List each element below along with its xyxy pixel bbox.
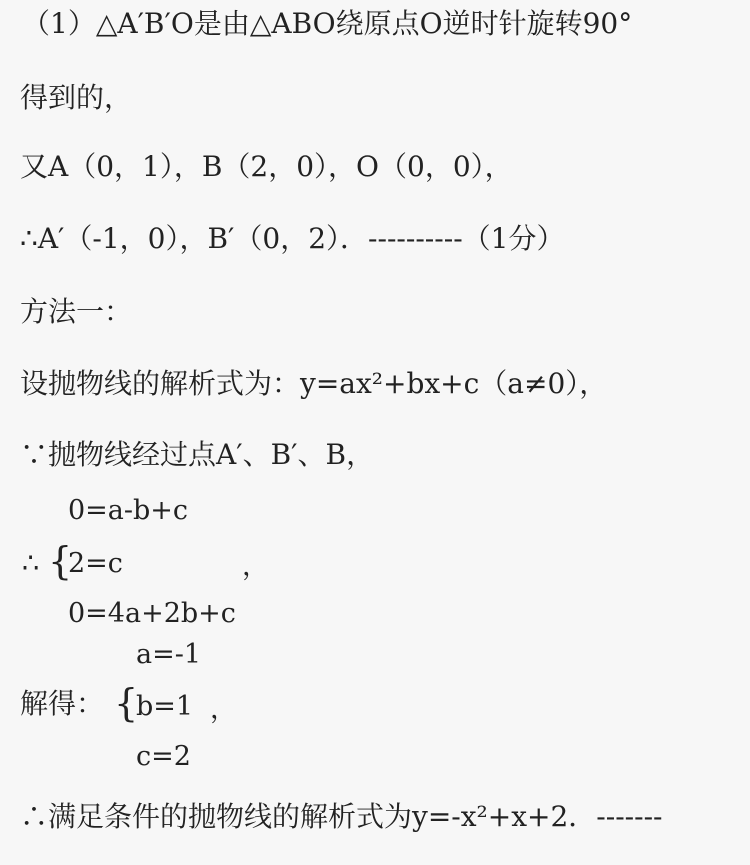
solution-line-5: 方法一：	[20, 295, 133, 328]
system2-comma: ，	[210, 694, 237, 725]
solution-line-7: ∵抛物线经过点A′、B′、B，	[20, 438, 375, 471]
solution-line-8: ∴满足条件的抛物线的解析式为y=-x²+x+2．-------	[20, 800, 663, 833]
solution-line-1: （1）△A′B′O是由△ABO绕原点O逆时针旋转90°	[22, 7, 633, 40]
system1-equation-2: 2=c	[68, 548, 123, 579]
therefore-symbol: ∴	[22, 548, 40, 579]
system2-equation-3: c=2	[136, 741, 191, 772]
solve-label: 解得：	[20, 687, 105, 720]
brace-icon: {	[114, 681, 139, 725]
solution-line-6: 设抛物线的解析式为：y=ax²+bx+c（a≠0），	[20, 367, 608, 400]
system2-equation-1: a=-1	[136, 639, 202, 670]
brace-icon: {	[48, 539, 73, 583]
solution-line-4: ∴A′（-1，0），B′（0，2）．----------（1分）	[20, 222, 565, 255]
solution-line-2: 得到的，	[20, 81, 133, 114]
system2-equation-2: b=1	[136, 691, 194, 722]
system1-comma: ，	[242, 551, 269, 582]
system1-equation-3: 0=4a+2b+c	[68, 598, 236, 629]
solution-line-3: 又A（0，1），B（2，0），O（0，0），	[20, 150, 513, 183]
system1-equation-1: 0=a-b+c	[68, 495, 189, 526]
